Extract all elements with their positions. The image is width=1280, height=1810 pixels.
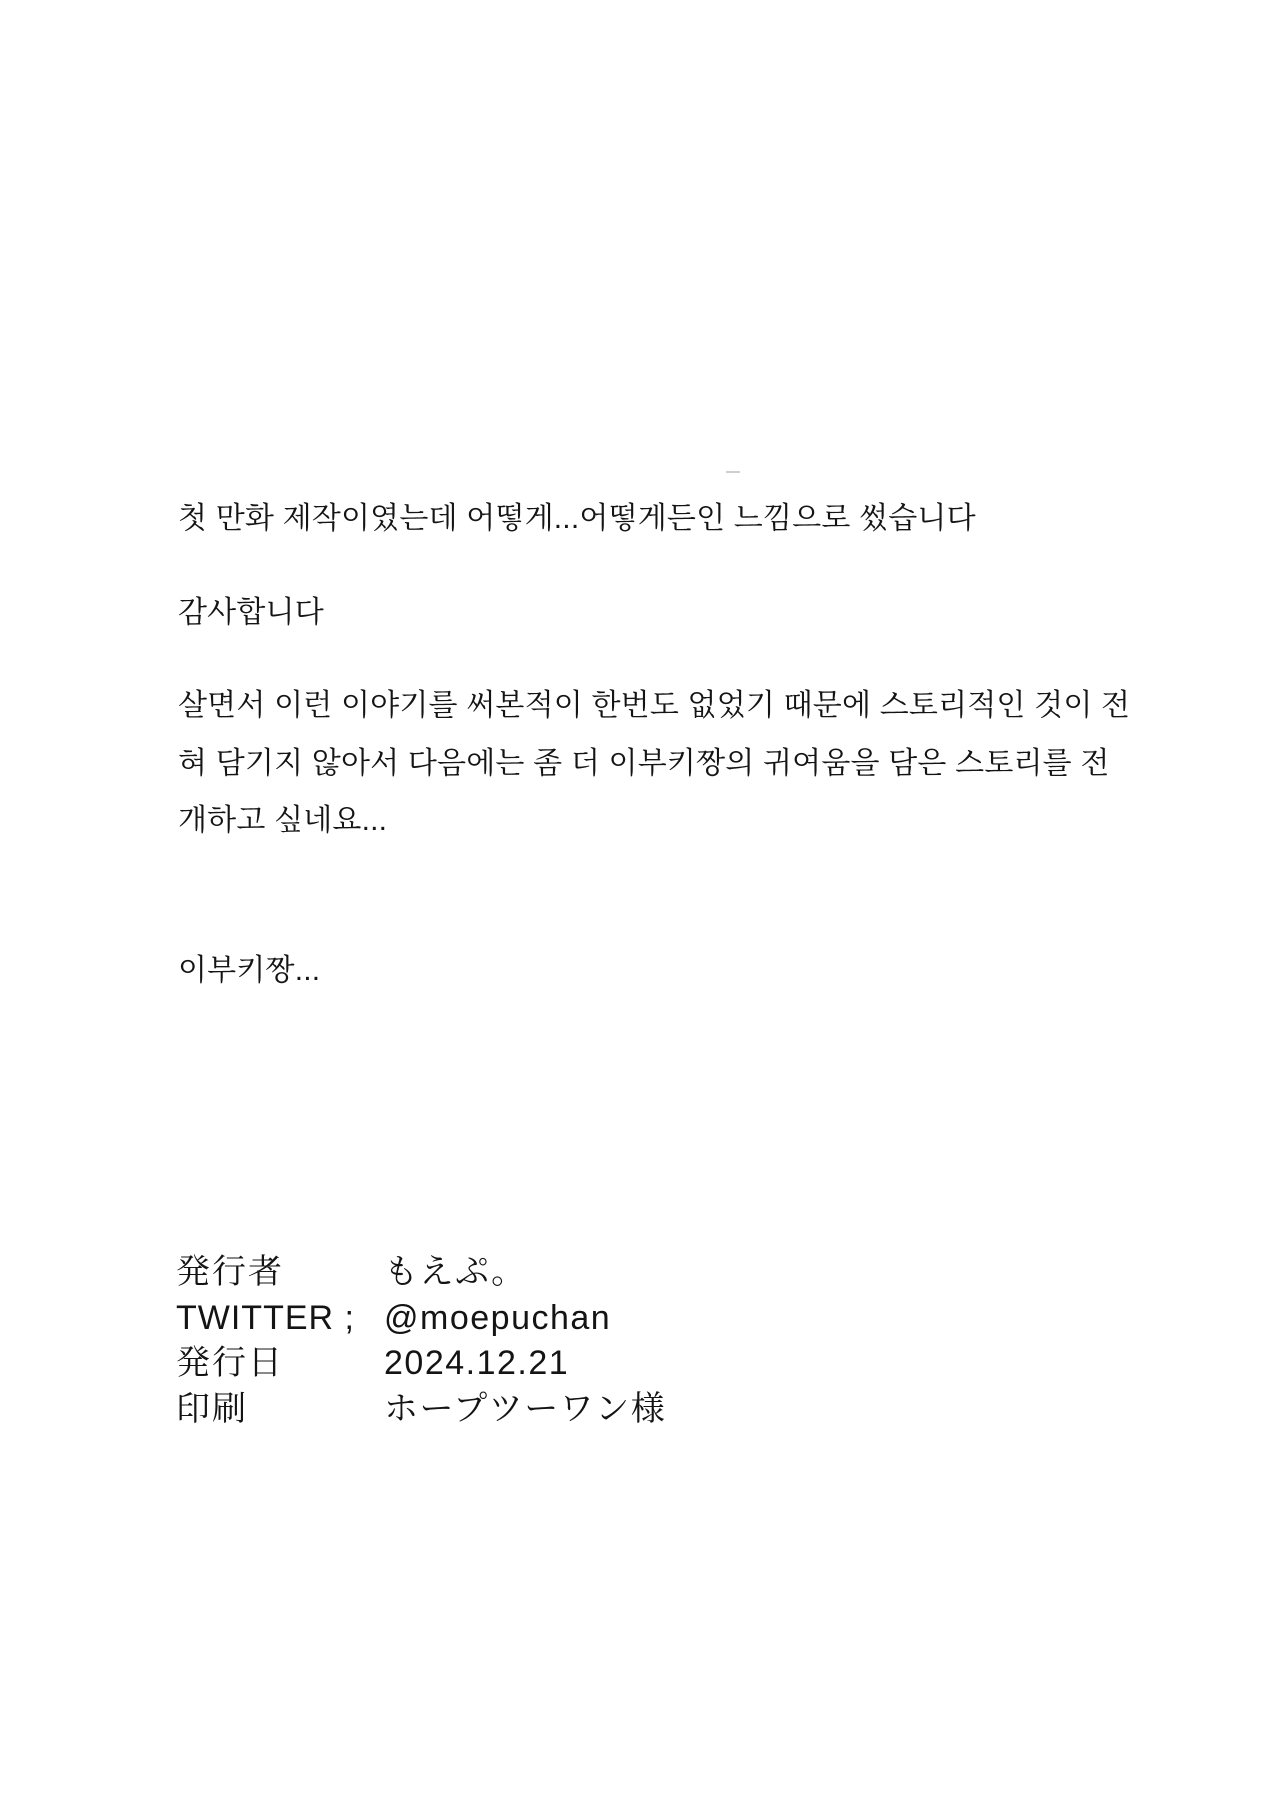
- colophon-label-twitter: TWITTER ;: [176, 1298, 355, 1337]
- afterword-paragraph-2: 감사합니다: [178, 595, 324, 629]
- colophon-section: [176, 1250, 666, 1432]
- afterword-paragraph-4: 이부키짱...: [178, 953, 321, 987]
- colophon-value-print: ホープツーワン様: [384, 1389, 667, 1428]
- afterword-section: [178, 490, 1138, 1000]
- colophon-row-publisher: [176, 1250, 666, 1296]
- colophon-value-twitter: @moepuchan: [384, 1298, 612, 1337]
- stray-mark: [726, 471, 740, 473]
- colophon-row-twitter: [176, 1296, 666, 1342]
- colophon-label-print: 印刷: [176, 1389, 248, 1428]
- afterword-paragraph-3: 살면서 이런 이야기를 써본적이 한번도 없었기 때문에 스토리적인 것이 전혀 담기지 않아서 다음에는 좀 더 이부키짱의 귀여움을 담은 스토리를 전개하고 싶네요...: [178, 689, 1131, 838]
- colophon-value-date: 2024.12.21: [384, 1344, 570, 1383]
- colophon-row-date: [176, 1341, 666, 1387]
- afterword-paragraph-1: 첫 만화 제작이였는데 어떻게...어떻게든인 느낌으로 썼습니다: [178, 502, 976, 535]
- colophon-label-publisher: 発行者: [176, 1253, 284, 1291]
- colophon-row-print: [176, 1387, 666, 1433]
- colophon-value-publisher: もえぷ。: [384, 1253, 527, 1291]
- colophon-label-date: 発行日: [176, 1344, 284, 1383]
